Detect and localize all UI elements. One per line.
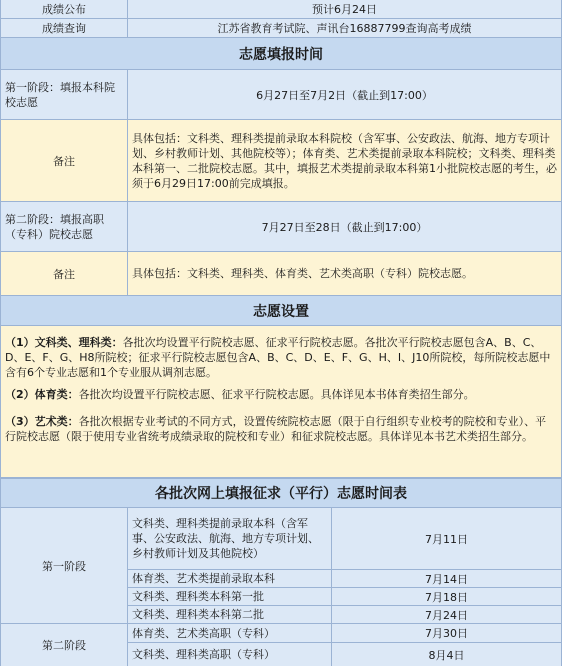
setup-paragraph-arts-science-body: 各批次均设置平行院校志愿、征求平行院校志愿。各批次平行院校志愿包含A、B、C、D、E、F、G、H8所院校；征求平行院校志愿包含A、B、C、D、E、F、G、H、I、J10所院校，每所院校志愿中含有6个专业志愿和1个专业服从调剂志愿。 bbox=[5, 336, 551, 379]
schedule-batch-1: 文科类、理科类提前录取本科（含军事、公安政法、航海、地方专项计划、乡村教师计划及其他院校） bbox=[127, 508, 331, 570]
setup-paragraph-arts-science bbox=[5, 335, 557, 380]
score-release-label: 成绩公布 bbox=[42, 3, 86, 16]
stage1-note-row bbox=[1, 120, 561, 202]
schedule-batch-2: 体育类、艺术类提前录取本科 bbox=[127, 570, 331, 588]
schedule-date-5: 7月30日 bbox=[331, 624, 561, 643]
setup-paragraph-arts-body: 各批次根据专业考试的不同方式，设置传统院校志愿（限于自行组织专业校考的院校和专业）、平行院校志愿（限于使用专业省统考成绩录取的院校和专业）和征求院校志愿。具体详见本书艺术类招生部分。 bbox=[5, 415, 547, 443]
setup-paragraph-sports-body: 各批次均设置平行院校志愿、征求平行院校志愿。具体详见本书体育类招生部分。 bbox=[78, 388, 475, 401]
schedule-date-4: 7月24日 bbox=[331, 606, 561, 624]
schedule-batch-4: 文科类、理科类本科第二批 bbox=[127, 606, 331, 624]
stage2-note-row bbox=[1, 252, 561, 296]
schedule-table bbox=[1, 508, 561, 666]
setup-paragraph-arts-head: （3）艺术类： bbox=[5, 415, 79, 428]
stage1-label: 第一阶段：填报本科院校志愿 bbox=[5, 80, 115, 109]
score-release-value: 预计6月24日 bbox=[127, 0, 561, 18]
setup-paragraph-sports bbox=[5, 387, 557, 402]
preference-setup-body bbox=[1, 326, 561, 478]
schedule-batch-5: 体育类、艺术类高职（专科） bbox=[127, 624, 331, 643]
stage1-row bbox=[1, 70, 561, 120]
section-title-application-time: 志愿填报时间 bbox=[1, 38, 561, 69]
section-preference-setup bbox=[1, 296, 561, 326]
stage2-date: 7月27日至28日（截止到17:00） bbox=[127, 202, 561, 251]
section-title-solicitation-schedule: 各批次网上填报征求（平行）志愿时间表 bbox=[1, 479, 561, 507]
stage1-note-text: 具体包括：文科类、理科类提前录取本科院校（含军事、公安政法、航海、地方专项计划、乡村教师计划、其他院校等）；体育类、艺术类提前录取本科院校；文科类、理科类本科第一、二批院校志愿。其中，填报艺术类提前录取本科第1小批院校志愿的考生，必须于6月29日17:00前完成填报。 bbox=[127, 120, 561, 201]
score-release-row bbox=[1, 0, 561, 19]
schedule-batch-3: 文科类、理科类本科第一批 bbox=[127, 588, 331, 606]
stage2-label: 第二阶段：填报高职（专科）院校志愿 bbox=[5, 212, 104, 241]
schedule-date-1: 7月11日 bbox=[331, 508, 561, 570]
stage1-note-label: 备注 bbox=[53, 154, 75, 168]
schedule-stage1-label: 第一阶段 bbox=[1, 508, 127, 624]
score-query-label: 成绩查询 bbox=[42, 22, 86, 35]
schedule-date-2: 7月14日 bbox=[331, 570, 561, 588]
stage2-row bbox=[1, 202, 561, 252]
score-query-row bbox=[1, 19, 561, 38]
setup-paragraph-sports-head: （2）体育类： bbox=[5, 388, 79, 401]
stage2-note-text: 具体包括：文科类、理科类、体育类、艺术类高职（专科）院校志愿。 bbox=[127, 252, 561, 295]
section-title-preference-setup: 志愿设置 bbox=[1, 296, 561, 325]
setup-paragraph-arts bbox=[5, 414, 557, 444]
stage2-note-label: 备注 bbox=[53, 267, 75, 281]
schedule-stage2-label: 第二阶段 bbox=[1, 624, 127, 666]
schedule-batch-6: 文科类、理科类高职（专科） bbox=[127, 643, 331, 666]
score-query-value: 江苏省教育考试院、声讯台16887799查询高考成绩 bbox=[127, 19, 561, 37]
section-application-time bbox=[1, 38, 561, 70]
section-solicitation-schedule bbox=[1, 478, 561, 508]
schedule-date-3: 7月18日 bbox=[331, 588, 561, 606]
stage1-date: 6月27日至7月2日（截止到17:00） bbox=[127, 70, 561, 119]
setup-paragraph-arts-science-head: （1）文科类、理科类： bbox=[5, 336, 123, 349]
schedule-date-6: 8月4日 bbox=[331, 643, 561, 666]
